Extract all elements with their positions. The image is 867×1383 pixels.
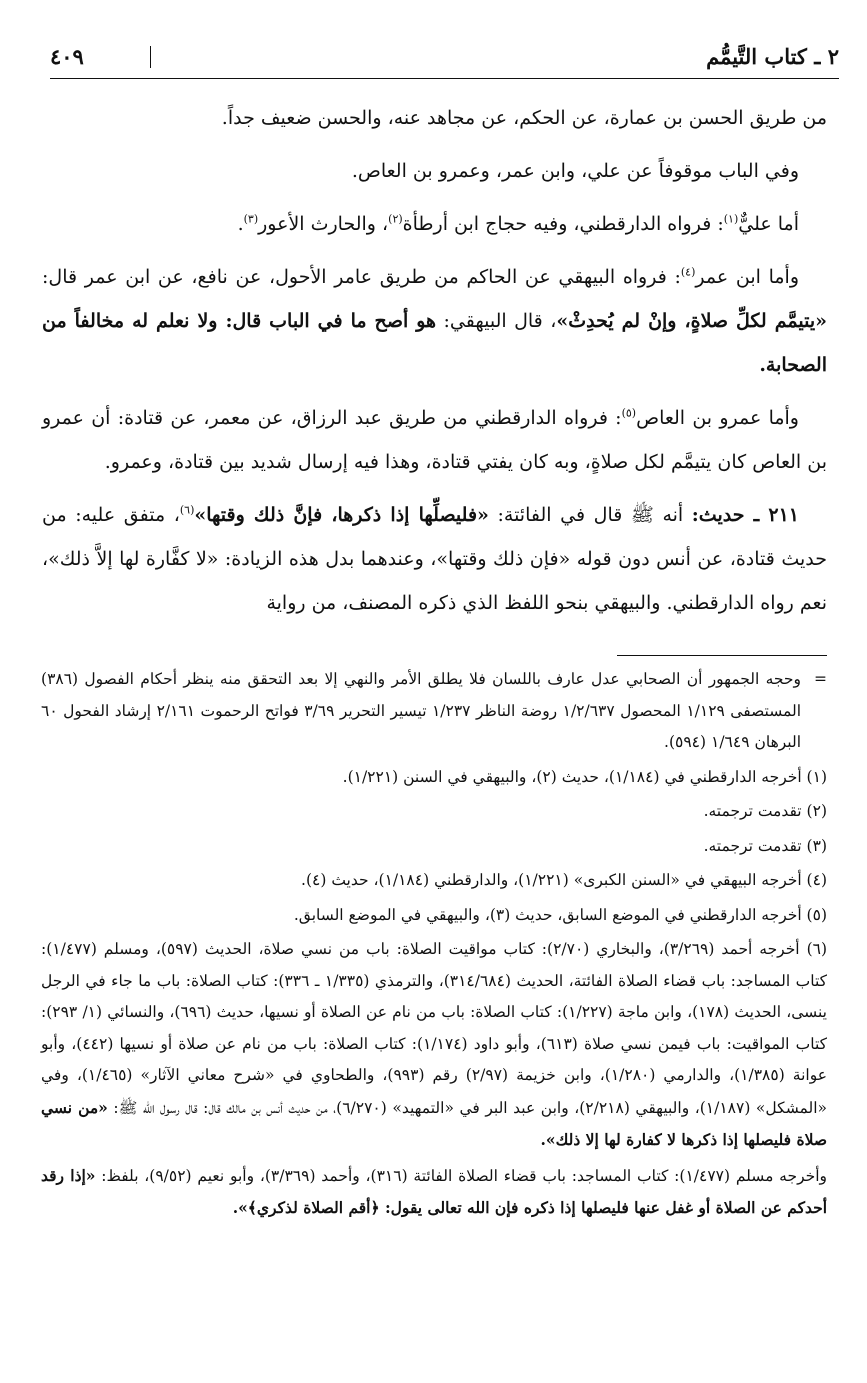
p3-text-d: . (237, 213, 244, 235)
footnote-6-continued (41, 1160, 827, 1225)
footnote-4: (٤) أخرجه البيهقي في «السنن الكبرى» (١/٢٢١)، والدارقطني (١/١٨٤)، حديث (٤). (301, 871, 827, 889)
footnote-2: (٢) تقدمت ترجمته. (703, 802, 827, 820)
p3-text-c: ، والحارث الأعور (258, 213, 389, 235)
p5-text-a: وأما عمرو بن العاص (636, 407, 799, 429)
paragraph-1 (42, 96, 827, 140)
footnote-rule (617, 655, 827, 656)
p4-text-a: وأما ابن عمر (695, 266, 799, 288)
footnote-3: (٣) تقدمت ترجمته. (703, 836, 827, 855)
chapter-title: ٢ ـ كتاب التَّيمُّم (706, 44, 839, 69)
hadith-number: ٢١١ ـ حديث: (691, 504, 799, 526)
page-header (50, 44, 839, 78)
footnote-continuation (41, 664, 827, 759)
footnote-ref-1: (١) (723, 212, 739, 226)
footnote-ref-4: (٤) (680, 265, 696, 279)
footnote-ref-5: (٥) (621, 406, 637, 420)
main-text (42, 96, 827, 634)
p4-text-b: : فرواه البيهقي عن الحاكم من طريق عامر الأحول، عن نافع، عن ابن عمر قال: (42, 266, 681, 288)
p5-text-b: : فرواه الدارقطني من طريق عبد الرزاق، عن معمر، عن قتادة: أن عمرو بن العاص كان يتيمَّم لكل صلاةٍ، وبه كان يفتي قتادة، وهذا فيه إرسال شديد بين قتادة، وعمرو. (42, 407, 827, 473)
paragraph-3 (42, 202, 827, 246)
p6-text-b: ، متفق عليه: من حديث قتادة، عن أنس دون قوله «فإن ذلك وقتها»، وعندهما بدل هذه الزيادة: «لا كفَّارة لها إلاَّ ذلك»، نعم رواه الدارقطني. والبيهقي بنحو اللفظ الذي ذكره المصنف، من رواية (42, 504, 827, 614)
footnote-5: (٥) أخرجه الدارقطني في الموضع السابق، حديث (٣)، والبيهقي في الموضع السابق. (293, 905, 827, 924)
footnote-1: (١) أخرجه الدارقطني في (١/١٨٤)، حديث (٢)، والبيهقي في السنن (١/٢٢١). (342, 767, 827, 786)
p6-text-a: أنه ﷺ قال في الفائتة: (488, 504, 692, 526)
footnote-6-text: (٦) أخرجه أحمد (٣/٢٦٩)، والبخاري (٢/٧٠): كتاب مواقيت الصلاة: باب من نسي صلاة، الحديث (٥٩٧)، ومسلم (١/٤٧٧): كتاب المساجد: باب قضاء الصلاة الفائتة، الحديث (٣١٤/٦٨٤)، والترمذي (١/٣٣٥ ـ ٣٣٦): كتاب الصلاة: باب ما جاء في الرجل ينسى، الحديث (١٧٨)، وابن ماجة (١/٢٢٧): كتاب الصلاة: باب من نام عن الصلاة أو نسيها، حديث (٦٩٦)، والنسائي (١/ ٢٩٣): كتاب المواقيت: باب فيمن نسي صلاة (٦١٣)، وأبو داود (١/١٧٤): كتاب الصلاة: باب من نام عن صلاة أو نسيها (٤٤٢)، وأبو عوانة (١/٣٨٥)، والدارمي (١/٢٨٠)، وابن خزيمة (٢/٩٧) رقم (٩٩٣)، والطحاوي في «شرح معاني الآثار» (١/٤٦٥)، وفي «المشكل» (١/١٨٧)، والبيهقي (٢/٢١٨)، وابن عبد البر في «التمهيد» (٦/٢٧٠)، من حديث أنس بن مالك قال: قال رسول الله ﷺ: (41, 940, 828, 1117)
p4-quote: «يتيمَّم لكلِّ صلاةٍ، وإنْ لم يُحدِثْ» (556, 310, 827, 332)
continuation-text: وحجه الجمهور أن الصحابي عدل عارف باللسان فلا يطلق الأمر والنهي إلا بعد التحقق منه ينظر أحكام الفصول (٣٨٦) المستصفى ١/١٢٩ المحصول ١/٢/٦٣٧ روضة الناظر ١/٢٣٧ تيسير التحرير ٣/٦٩ فواتح الرحموت ٢/١٦١ إرشاد الفحول ٦٠ البرهان ١/٦٤٩ (٥٩٤). (41, 670, 802, 751)
p4-bold-text: هو أصح ما في الباب قال: ولا نعلم له مخالفاً من الصحابة. (42, 310, 827, 376)
continuation-mark: = (814, 670, 827, 688)
p4-text-c: ، قال البيهقي: (436, 310, 557, 332)
header-tick (150, 46, 151, 68)
header-rule (50, 78, 839, 79)
paragraph-2-text: وفي الباب موقوفاً عن علي، وابن عمر، وعمرو بن العاص. (351, 160, 799, 182)
paragraph-2 (42, 149, 827, 193)
p6-quote: «فليصلِّها إذا ذكرها، فإنَّ ذلك وقتها» (194, 504, 489, 526)
footnote-ref-2: (٢) (388, 212, 403, 226)
paragraph-1-text: من طريق الحسن بن عمارة، عن الحكم، عن مجاهد عنه، والحسن ضعيف جداً. (221, 107, 827, 129)
footnote-6 (41, 934, 827, 1157)
footnote-6b-text: وأخرجه مسلم (١/٤٧٧): كتاب المساجد: باب قضاء الصلاة الفائتة (٣١٦)، وأحمد (٣/٣٦٩)، وأبو نعيم (٩/٥٢)، بلفظ: (95, 1166, 827, 1185)
p3-text-a: أما عليٌّ (738, 213, 799, 235)
footnote-6-quote: «من نسي صلاة فليصلها إذا ذكرها لا كفارة لها إلا ذلك». (41, 1097, 827, 1149)
footnote-ref-6: (٦) (179, 503, 195, 517)
paragraph-6 (42, 493, 827, 625)
paragraph-5 (42, 396, 827, 484)
footnote-6b-quote: «إذا رقد أحدكم عن الصلاة أو غفل عنها فليصلها إذا ذكره فإن الله تعالى يقول: ﴿أقم الصلاة لذكري﴾». (41, 1165, 827, 1217)
page-number: ٤٠٩ (50, 44, 84, 69)
p3-text-b: : فرواه الدارقطني، وفيه حجاج ابن أرطأة (402, 213, 724, 235)
paragraph-4 (42, 255, 827, 387)
footnotes (41, 664, 827, 1228)
footnote-ref-3: (٣) (243, 212, 259, 226)
